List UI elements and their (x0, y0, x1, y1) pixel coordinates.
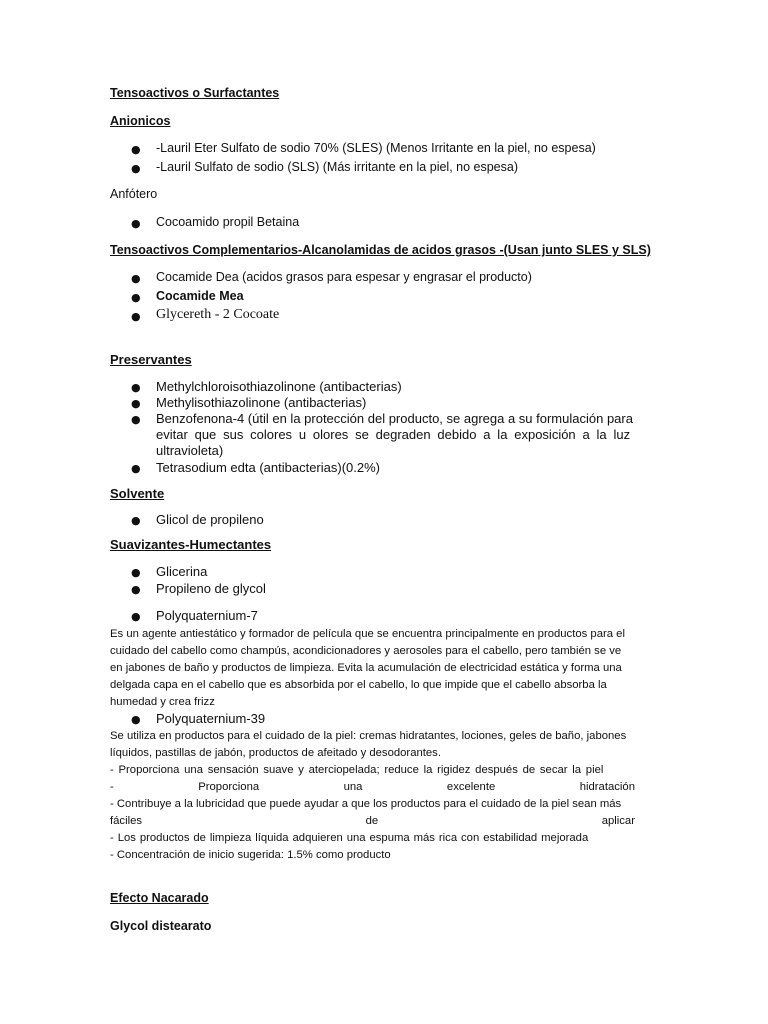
word: de (365, 815, 379, 827)
paragraph-line: líquidos, pastillas de jabón, productos de afeitado y desodorantes. (110, 747, 441, 759)
paragraph-line: - Contribuye a la lubricidad que puede ayudar a que los productos para el cuidado de la piel sean más (110, 798, 622, 810)
list-item: Glicol de propileno (156, 512, 264, 527)
list-item: Tetrasodium edta (antibacterias)(0.2%) (156, 460, 380, 475)
heading-anfotero: Anfótero (110, 187, 158, 201)
heading-tensoactivos: Tensoactivos o Surfactantes (110, 86, 280, 100)
paragraph-line-spread (110, 779, 635, 796)
bullet-icon: ● (131, 413, 141, 426)
list-item: Glicerina (156, 564, 208, 579)
heading-anionicos: Anionicos (110, 114, 171, 128)
heading-solvente: Solvente (110, 486, 165, 501)
bullet-icon: ● (131, 583, 141, 596)
bullet-icon: ● (131, 162, 141, 175)
bullet-icon: ● (131, 713, 141, 726)
paragraph-line: delgada capa en el cabello que es absorbida por el cabello, lo que impide que el cabello absorba la (110, 679, 607, 691)
heading-suavizantes: Suavizantes-Humectantes (110, 537, 272, 552)
polyquaternium-7-description (110, 626, 635, 711)
bullet-icon: ● (131, 143, 141, 156)
bullet-icon: ● (131, 514, 141, 527)
list-item: Propileno de glycol (156, 581, 266, 596)
list-item: Cocoamido propil Betaina (156, 215, 300, 229)
list-item: Polyquaternium-39 (156, 711, 266, 726)
bullet-icon: ● (131, 291, 141, 304)
bullet-icon: ● (131, 462, 141, 475)
list-item: Cocamide Dea (acidos grasos para espesar y engrasar el producto) (156, 270, 532, 284)
list-item: Glycereth - 2 Cocoate (156, 307, 280, 322)
benzofenona-line-1: Benzofenona-4 (útil en la protección del producto, se agrega a su formulación para (156, 411, 633, 426)
list-item: Methylchloroisothiazolinone (antibacterias) (156, 379, 402, 394)
bullet-icon: ● (131, 610, 141, 623)
heading-efecto-nacarado: Efecto Nacarado (110, 891, 209, 905)
list-item-benzofenona (156, 411, 658, 459)
benzofenona-line-2: evitar que sus colores u olores se degraden debido a la exposición a la luz (156, 427, 631, 442)
list-item: -Lauril Sulfato de sodio (SLS) (Más irritante en la piel, no espesa) (156, 160, 518, 174)
heading-preservantes: Preservantes (110, 352, 192, 367)
paragraph-line: - Proporciona una sensación suave y aterciopelada; reduce la rigidez después de secar la piel (110, 764, 604, 776)
list-item: Methylisothiazolinone (antibacterias) (156, 395, 367, 410)
paragraph-line: en jabones de baño y productos de limpieza. Evita la acumulación de electricidad estática y forma una (110, 662, 622, 674)
polyquaternium-39-description (110, 728, 635, 864)
paragraph-line: Se utiliza en productos para el cuidado de la piel: cremas hidratantes, lociones, geles de baño, jabones (110, 730, 627, 742)
paragraph-line-spread (110, 813, 635, 830)
paragraph-line: humedad y crea frizz (110, 696, 215, 708)
list-item: -Lauril Eter Sulfato de sodio 70% (SLES) (Menos Irritante en la piel, no espesa) (156, 141, 596, 155)
heading-complementarios: Tensoactivos Complementarios-Alcanolamidas de acidos grasos -(Usan junto SLES y SLS) (110, 243, 651, 257)
bullet-icon: ● (131, 566, 141, 579)
word: excelente (446, 781, 496, 793)
glycol-distearato: Glycol distearato (110, 919, 212, 933)
word: una (343, 781, 363, 793)
word: - (110, 781, 114, 793)
paragraph-line: Es un agente antiestático y formador de película que se encuentra principalmente en productos para el (110, 628, 625, 640)
bullet-icon: ● (131, 272, 141, 285)
paragraph-line: - Los productos de limpieza líquida adquieren una espuma más rica con estabilidad mejorada (110, 832, 589, 844)
word: hidratación (579, 781, 635, 793)
list-item: Polyquaternium-7 (156, 608, 258, 623)
word: Proporciona (198, 781, 260, 793)
benzofenona-line-3: ultravioleta) (156, 443, 224, 458)
paragraph-line: cuidado del cabello como champús, acondicionadores y aerosoles para el cabello, pero también se ve (110, 645, 622, 657)
bullet-icon: ● (131, 310, 141, 323)
bullet-icon: ● (131, 381, 141, 394)
paragraph-line: - Concentración de inicio sugerida: 1.5% como producto (110, 849, 391, 861)
list-item: Cocamide Mea (156, 289, 244, 303)
word: aplicar (601, 815, 635, 827)
bullet-icon: ● (131, 397, 141, 410)
word: fáciles (110, 815, 143, 827)
bullet-icon: ● (131, 217, 141, 230)
